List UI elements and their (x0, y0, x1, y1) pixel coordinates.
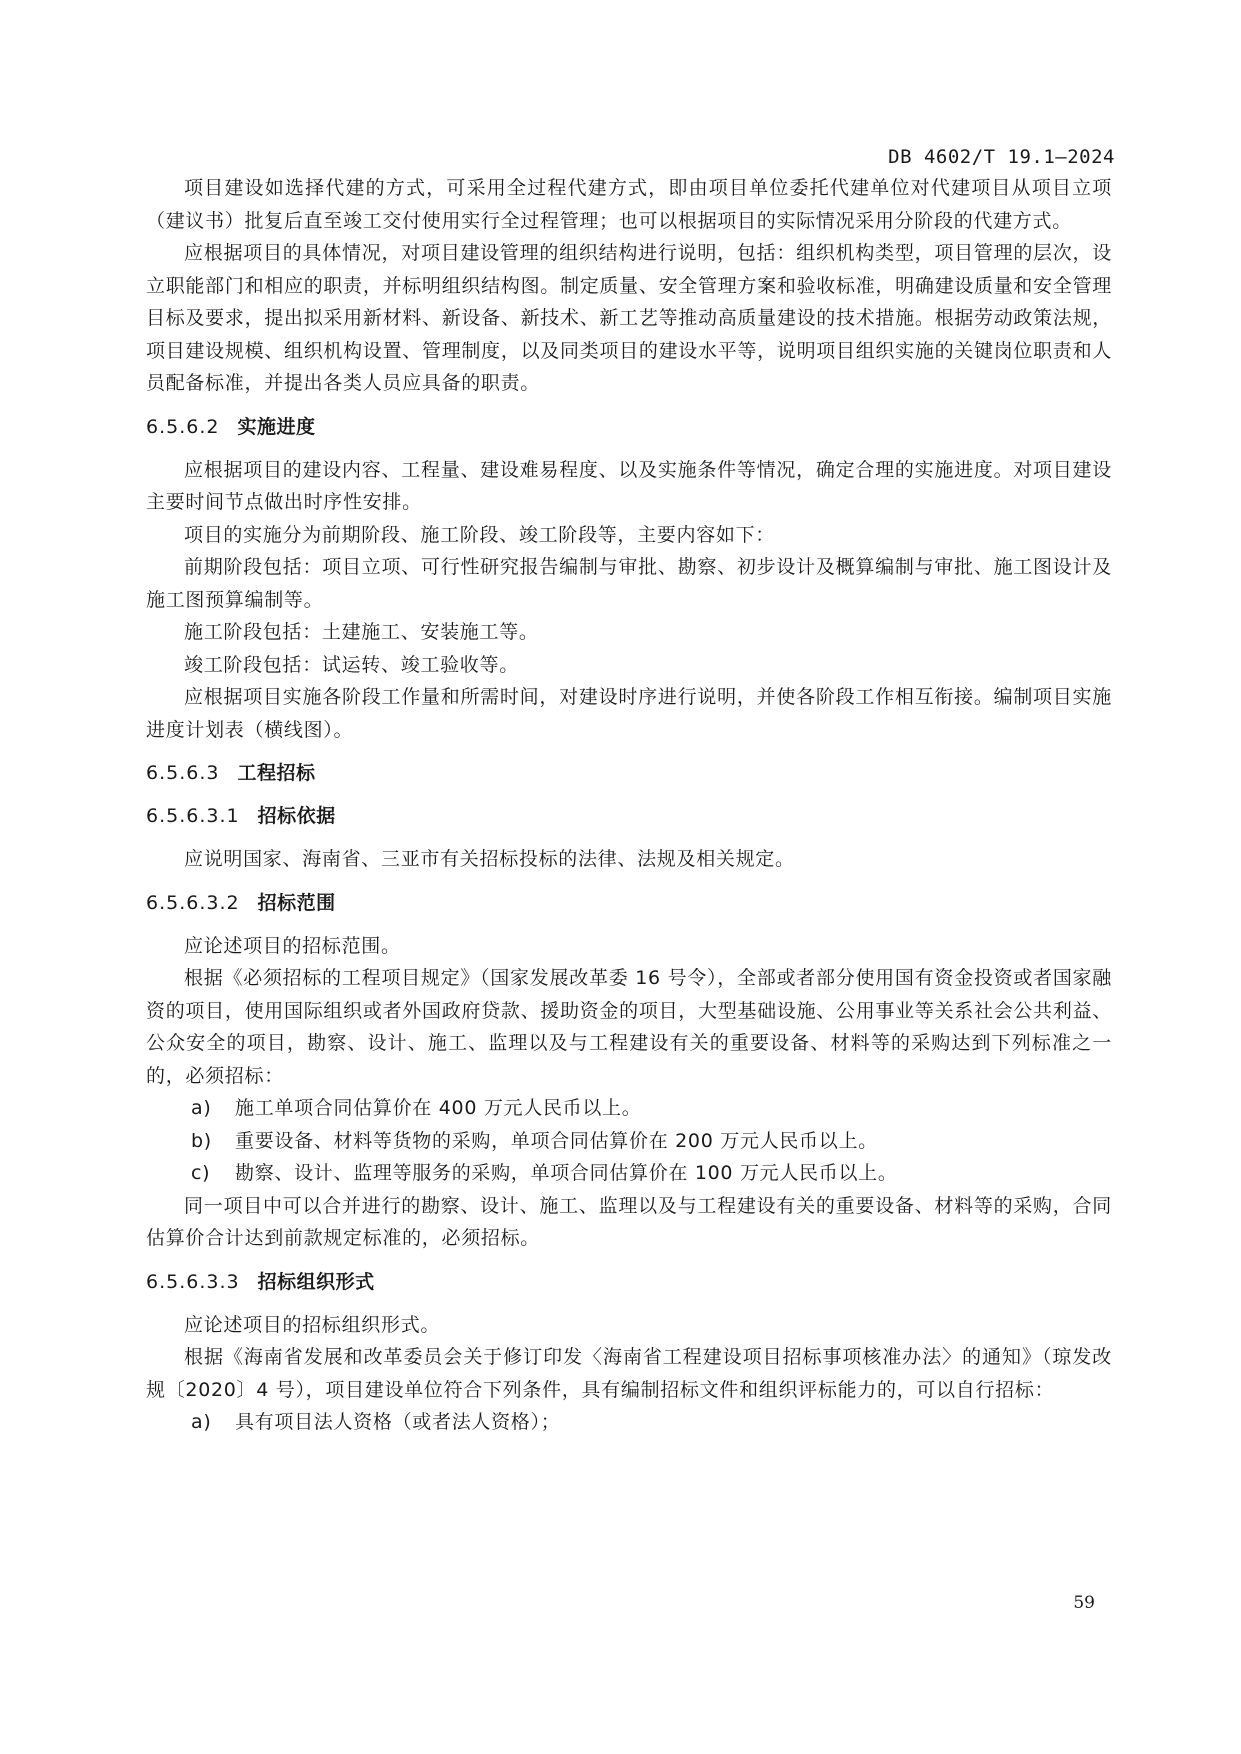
paragraph: 应论述项目的招标组织形式。 (184, 1313, 441, 1336)
paragraph: 施工阶段包括：土建施工、安装施工等。 (184, 621, 539, 643)
section-heading-6562 (146, 411, 1112, 443)
section-heading-65633 (146, 1266, 1112, 1298)
section-title: 招标范围 (257, 891, 336, 914)
section-heading-65631 (146, 800, 1112, 832)
paragraph: 应说明国家、海南省、三亚市有关招标投标的法律、法规及相关规定。 (184, 848, 795, 870)
list-item: a) 具有项目法人资格（或者法人资格）； (191, 1411, 561, 1433)
section-number: 6.5.6.3.1 (146, 805, 240, 827)
section-heading-65632 (146, 887, 1112, 919)
section-title: 工程招标 (237, 762, 316, 784)
section-number: 6.5.6.3.3 (146, 1270, 240, 1293)
section-number: 6.5.6.2 (146, 415, 220, 438)
paragraph: 应根据项目的建设内容、工程量、建设难易程度、以及实施条件等情况，确定合理的实施进度。对项目建设主要时间节点做出时序性安排。 (146, 458, 1112, 513)
paragraph: 根据《海南省发展和改革委员会关于修订印发〈海南省工程建设项目招标事项核准办法〉的通知》（琼发改规〔2020〕4 号），项目建设单位符合下列条件，具有编制招标文件和组织评标能力的，可以自行招标： (146, 1346, 1112, 1401)
page-number: 59 (1073, 1593, 1095, 1613)
section-title: 招标组织形式 (257, 1270, 375, 1293)
paragraph: 项目的实施分为前期阶段、施工阶段、竣工阶段等，主要内容如下： (184, 523, 776, 546)
paragraph: 应根据项目实施各阶段工作量和所需时间，对建设时序进行说明，并使各阶段工作相互衔接。编制项目实施进度计划表（横线图）。 (146, 686, 1112, 741)
section-number: 6.5.6.3.2 (146, 891, 240, 914)
section-title: 实施进度 (237, 415, 316, 438)
paragraph: 项目建设如选择代建的方式，可采用全过程代建方式，即由项目单位委托代建单位对代建项目从项目立项（建议书）批复后直至竣工交付使用实行全过程管理；也可以根据项目的实际情况采用分阶段的代建方式。 (146, 177, 1112, 232)
list-item: c) 勘察、设计、监理等服务的采购，单项合同估算价在 100 万元人民币以上。 (191, 1162, 898, 1184)
paragraph: 应根据项目的具体情况，对项目建设管理的组织结构进行说明，包括：组织机构类型，项目管理的层次，设立职能部门和相应的职责，并标明组织结构图。制定质量、安全管理方案和验收标准，明确建设质量和安全管理目标及要求，提出拟采用新材料、新设备、新技术、新工艺等推动高质量建设的技术措施。根据劳动政策法规，项目建设规模、组织机构设置、管理制度，以及同类项目的建设水平等，说明项目组织实施的关键岗位职责和人员配备标准，并提出各类人员应具备的职责。 (146, 242, 1112, 394)
list-item: a) 施工单项合同估算价在 400 万元人民币以上。 (191, 1097, 642, 1119)
section-title: 招标依据 (257, 805, 336, 827)
section-heading-6563 (146, 757, 1112, 789)
paragraph: 根据《必须招标的工程项目规定》（国家发展改革委 16 号令），全部或者部分使用国有资金投资或者国家融资的项目，使用国际组织或者外国政府贷款、援助资金的项目，大型基础设施、公用事业等关系社会公共利益、公众安全的项目，勘察、设计、施工、监理以及与工程建设有关的重要设备、材料等的采购达到下列标准之一的，必须招标： (146, 967, 1112, 1087)
standard-code: DB 4602/T 19.1—2024 (888, 146, 1115, 168)
paragraph: 前期阶段包括：项目立项、可行性研究报告编制与审批、勘察、初步设计及概算编制与审批、施工图设计及施工图预算编制等。 (146, 556, 1112, 611)
paragraph: 应论述项目的招标范围。 (184, 934, 401, 957)
list-item: b) 重要设备、材料等货物的采购，单项合同估算价在 200 万元人民币以上。 (191, 1129, 878, 1152)
document-body (146, 172, 1112, 1439)
section-number: 6.5.6.3 (146, 762, 220, 784)
paragraph: 竣工阶段包括：试运转、竣工验收等。 (184, 653, 519, 676)
paragraph: 同一项目中可以合并进行的勘察、设计、施工、监理以及与工程建设有关的重要设备、材料等的采购，合同估算价合计达到前款规定标准的，必须招标。 (146, 1194, 1112, 1249)
